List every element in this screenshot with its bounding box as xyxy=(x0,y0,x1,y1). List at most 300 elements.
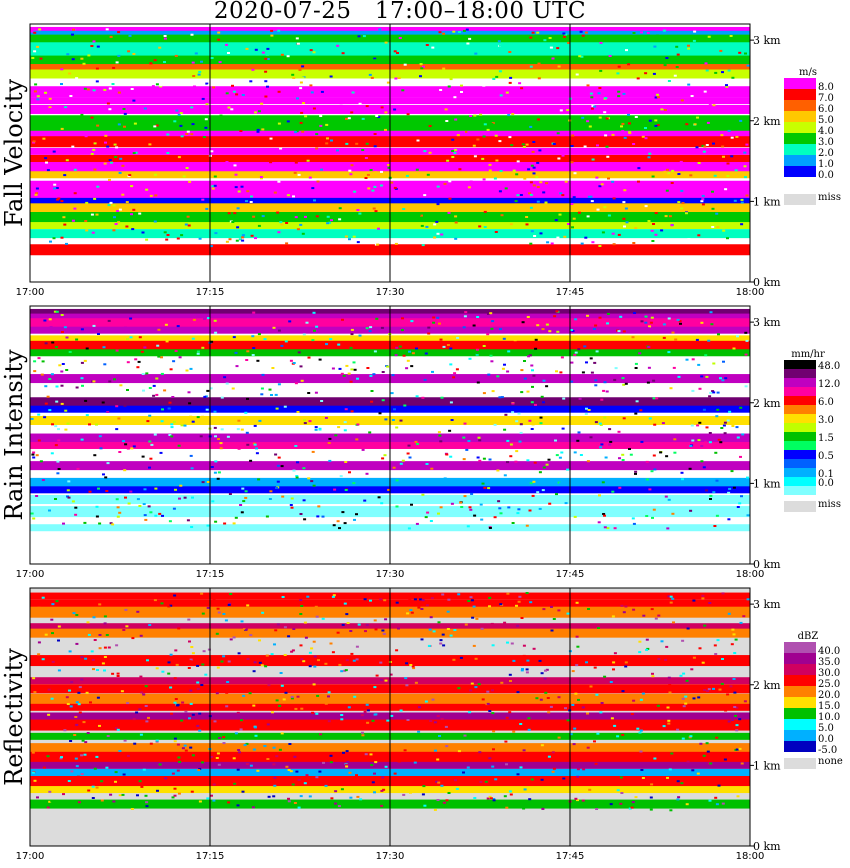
speckle-cell xyxy=(595,421,598,423)
speckle-cell xyxy=(527,316,530,318)
speckle-cell xyxy=(739,120,742,122)
speckle-cell xyxy=(114,156,117,158)
speckle-cell xyxy=(725,84,728,86)
speckle-cell xyxy=(473,145,476,147)
speckle-cell xyxy=(244,744,247,746)
speckle-cell xyxy=(655,397,658,399)
speckle-cell xyxy=(351,164,354,166)
speckle-cell xyxy=(34,90,37,92)
speckle-cell xyxy=(103,346,106,348)
speckle-cell xyxy=(178,498,181,500)
speckle-cell xyxy=(502,368,505,370)
speckle-cell xyxy=(422,793,425,795)
speckle-cell xyxy=(723,425,726,427)
speckle-cell xyxy=(520,369,523,371)
speckle-cell xyxy=(529,243,532,245)
speckle-cell xyxy=(506,642,509,644)
speckle-cell xyxy=(346,761,349,763)
speckle-cell xyxy=(207,607,210,609)
speckle-cell xyxy=(680,190,683,192)
speckle-cell xyxy=(439,89,442,91)
speckle-cell xyxy=(499,328,502,330)
speckle-cell xyxy=(443,346,446,348)
speckle-cell xyxy=(489,170,492,172)
speckle-cell xyxy=(672,621,675,623)
speckle-cell xyxy=(49,241,52,243)
speckle-cell xyxy=(83,522,86,524)
speckle-cell xyxy=(164,777,167,779)
speckle-cell xyxy=(458,31,461,33)
speckle-cell xyxy=(689,468,692,470)
speckle-cell xyxy=(602,231,605,233)
speckle-cell xyxy=(279,116,282,118)
speckle-cell xyxy=(437,595,440,597)
speckle-cell xyxy=(214,185,217,187)
speckle-cell xyxy=(604,526,607,528)
speckle-cell xyxy=(355,774,358,776)
speckle-cell xyxy=(33,32,36,34)
speckle-cell xyxy=(201,347,204,349)
speckle-cell xyxy=(192,754,195,756)
speckle-cell xyxy=(476,316,479,318)
speckle-cell xyxy=(721,146,724,148)
speckle-cell xyxy=(258,420,261,422)
speckle-cell xyxy=(266,86,269,88)
speckle-cell xyxy=(220,115,223,117)
speckle-cell xyxy=(169,402,172,404)
speckle-cell xyxy=(380,679,383,681)
speckle-cell xyxy=(358,35,361,37)
speckle-cell xyxy=(619,316,622,318)
speckle-cell xyxy=(166,134,169,136)
speckle-cell xyxy=(132,209,135,211)
speckle-cell xyxy=(89,701,92,703)
speckle-cell xyxy=(631,807,634,809)
speckle-cell xyxy=(122,440,125,442)
speckle-cell xyxy=(548,503,551,505)
speckle-cell xyxy=(73,208,76,210)
speckle-cell xyxy=(531,165,534,167)
speckle-cell xyxy=(222,613,225,615)
speckle-cell xyxy=(148,624,151,626)
speckle-cell xyxy=(416,443,419,445)
speckle-cell xyxy=(315,148,318,150)
speckle-cell xyxy=(433,66,436,68)
speckle-cell xyxy=(123,774,126,776)
speckle-cell xyxy=(188,641,191,643)
speckle-cell xyxy=(174,489,177,491)
speckle-cell xyxy=(275,200,278,202)
panel-ylabel: Reflectivity xyxy=(0,648,28,786)
speckle-cell xyxy=(254,237,257,239)
speckle-cell xyxy=(270,394,273,396)
speckle-cell xyxy=(328,460,331,462)
speckle-cell xyxy=(264,80,267,82)
speckle-cell xyxy=(737,795,740,797)
speckle-cell xyxy=(499,190,502,192)
speckle-cell xyxy=(478,437,481,439)
speckle-cell xyxy=(241,620,244,622)
speckle-cell xyxy=(402,460,405,462)
y-tick-label: 3 km xyxy=(753,34,781,48)
speckle-cell xyxy=(533,648,536,650)
speckle-cell xyxy=(148,143,151,145)
speckle-cell xyxy=(712,391,715,393)
speckle-cell xyxy=(574,516,577,518)
speckle-cell xyxy=(214,332,217,334)
speckle-cell xyxy=(169,520,172,522)
speckle-cell xyxy=(221,428,224,430)
speckle-cell xyxy=(87,88,90,90)
speckle-cell xyxy=(218,737,221,739)
speckle-cell xyxy=(537,118,540,120)
speckle-cell xyxy=(364,598,367,600)
speckle-cell xyxy=(516,512,519,514)
speckle-cell xyxy=(207,525,210,527)
speckle-cell xyxy=(460,91,463,93)
speckle-cell xyxy=(170,713,173,715)
speckle-cell xyxy=(593,635,596,637)
speckle-cell xyxy=(185,750,188,752)
speckle-cell xyxy=(183,175,186,177)
speckle-cell xyxy=(739,748,742,750)
speckle-cell xyxy=(439,31,442,33)
speckle-cell xyxy=(85,135,88,137)
speckle-cell xyxy=(346,659,349,661)
speckle-cell xyxy=(482,698,485,700)
speckle-cell xyxy=(131,637,134,639)
speckle-cell xyxy=(499,70,502,72)
speckle-cell xyxy=(56,472,59,474)
speckle-cell xyxy=(463,326,466,328)
speckle-cell xyxy=(172,360,175,362)
speckle-cell xyxy=(161,602,164,604)
speckle-cell xyxy=(326,137,329,139)
speckle-cell xyxy=(595,124,598,126)
speckle-cell xyxy=(111,673,114,675)
speckle-cell xyxy=(300,605,303,607)
speckle-cell xyxy=(84,360,87,362)
speckle-cell xyxy=(583,345,586,347)
speckle-cell xyxy=(715,213,718,215)
speckle-cell xyxy=(408,527,411,529)
speckle-cell xyxy=(297,43,300,45)
speckle-cell xyxy=(454,215,457,217)
speckle-cell xyxy=(36,46,39,48)
speckle-cell xyxy=(142,390,145,392)
speckle-cell xyxy=(594,40,597,42)
speckle-cell xyxy=(362,449,365,451)
speckle-cell xyxy=(218,471,221,473)
speckle-cell xyxy=(122,794,125,796)
speckle-cell xyxy=(669,768,672,770)
speckle-cell xyxy=(251,69,254,71)
speckle-cell xyxy=(287,194,290,196)
speckle-cell xyxy=(380,185,383,187)
speckle-cell xyxy=(146,659,149,661)
speckle-cell xyxy=(558,737,561,739)
speckle-cell xyxy=(697,234,700,236)
speckle-cell xyxy=(618,234,621,236)
speckle-cell xyxy=(720,427,723,429)
speckle-cell xyxy=(124,740,127,742)
speckle-cell xyxy=(454,779,457,781)
speckle-cell xyxy=(93,616,96,618)
speckle-cell xyxy=(540,422,543,424)
speckle-cell xyxy=(92,668,95,670)
speckle-cell xyxy=(181,424,184,426)
speckle-cell xyxy=(637,167,640,169)
speckle-cell xyxy=(744,53,747,55)
speckle-cell xyxy=(597,209,600,211)
speckle-cell xyxy=(654,234,657,236)
speckle-cell xyxy=(254,444,257,446)
speckle-cell xyxy=(131,228,134,230)
speckle-cell xyxy=(697,364,700,366)
speckle-cell xyxy=(304,782,307,784)
speckle-cell xyxy=(525,216,528,218)
speckle-cell xyxy=(56,600,59,602)
speckle-cell xyxy=(349,797,352,799)
speckle-cell xyxy=(300,112,303,114)
speckle-cell xyxy=(293,756,296,758)
speckle-cell xyxy=(550,606,553,608)
speckle-cell xyxy=(608,444,611,446)
legend-swatch xyxy=(784,100,816,111)
speckle-cell xyxy=(230,108,233,110)
speckle-cell xyxy=(606,527,609,529)
speckle-cell xyxy=(56,386,59,388)
speckle-cell xyxy=(598,245,601,247)
speckle-cell xyxy=(460,657,463,659)
speckle-cell xyxy=(387,82,390,84)
speckle-cell xyxy=(356,378,359,380)
speckle-cell xyxy=(373,686,376,688)
speckle-cell xyxy=(670,596,673,598)
speckle-cell xyxy=(736,335,739,337)
speckle-cell xyxy=(634,413,637,415)
speckle-cell xyxy=(724,188,727,190)
speckle-cell xyxy=(252,806,255,808)
speckle-cell xyxy=(536,32,539,34)
speckle-cell xyxy=(238,652,241,654)
speckle-cell xyxy=(571,145,574,147)
speckle-cell xyxy=(498,507,501,509)
speckle-cell xyxy=(66,159,69,161)
speckle-cell xyxy=(236,226,239,228)
speckle-cell xyxy=(296,461,299,463)
speckle-cell xyxy=(447,628,450,630)
speckle-cell xyxy=(445,745,448,747)
speckle-cell xyxy=(409,457,412,459)
speckle-cell xyxy=(154,488,157,490)
speckle-cell xyxy=(262,690,265,692)
speckle-cell xyxy=(292,195,295,197)
speckle-cell xyxy=(453,48,456,50)
speckle-cell xyxy=(701,315,704,317)
speckle-cell xyxy=(63,729,66,731)
speckle-cell xyxy=(673,367,676,369)
speckle-cell xyxy=(537,124,540,126)
speckle-cell xyxy=(604,134,607,136)
speckle-cell xyxy=(430,468,433,470)
speckle-cell xyxy=(391,392,394,394)
speckle-cell xyxy=(33,140,36,142)
speckle-cell xyxy=(205,118,208,120)
speckle-cell xyxy=(345,408,348,410)
speckle-cell xyxy=(703,755,706,757)
speckle-cell xyxy=(696,117,699,119)
speckle-cell xyxy=(705,376,708,378)
speckle-cell xyxy=(371,77,374,79)
speckle-cell xyxy=(407,453,410,455)
speckle-cell xyxy=(287,55,290,57)
speckle-cell xyxy=(374,133,377,135)
speckle-cell xyxy=(55,346,58,348)
speckle-cell xyxy=(700,445,703,447)
speckle-cell xyxy=(338,805,341,807)
speckle-cell xyxy=(86,692,89,694)
speckle-cell xyxy=(355,143,358,145)
speckle-cell xyxy=(709,800,712,802)
speckle-cell xyxy=(349,630,352,632)
speckle-cell xyxy=(133,152,136,154)
speckle-cell xyxy=(550,706,553,708)
speckle-cell xyxy=(538,77,541,79)
speckle-cell xyxy=(396,52,399,54)
speckle-cell xyxy=(449,348,452,350)
speckle-cell xyxy=(353,519,356,521)
speckle-cell xyxy=(119,794,122,796)
speckle-cell xyxy=(640,769,643,771)
speckle-cell xyxy=(414,762,417,764)
speckle-cell xyxy=(470,596,473,598)
speckle-cell xyxy=(96,516,99,518)
speckle-cell xyxy=(108,108,111,110)
speckle-cell xyxy=(74,514,77,516)
speckle-cell xyxy=(481,158,484,160)
legend-swatch xyxy=(784,708,816,719)
speckle-cell xyxy=(602,481,605,483)
speckle-cell xyxy=(364,630,367,632)
legend-label: 0.5 xyxy=(818,451,834,462)
speckle-cell xyxy=(72,58,75,60)
speckle-cell xyxy=(161,29,164,31)
speckle-cell xyxy=(618,330,621,332)
speckle-cell xyxy=(243,223,246,225)
speckle-cell xyxy=(198,71,201,73)
speckle-cell xyxy=(57,428,60,430)
speckle-cell xyxy=(228,212,231,214)
speckle-cell xyxy=(67,703,70,705)
speckle-cell xyxy=(648,488,651,490)
speckle-cell xyxy=(172,773,175,775)
speckle-cell xyxy=(573,743,576,745)
speckle-cell xyxy=(245,490,248,492)
speckle-cell xyxy=(260,393,263,395)
speckle-cell xyxy=(597,627,600,629)
speckle-cell xyxy=(712,491,715,493)
speckle-cell xyxy=(296,37,299,39)
speckle-cell xyxy=(582,800,585,802)
speckle-cell xyxy=(42,597,45,599)
speckle-cell xyxy=(241,240,244,242)
speckle-cell xyxy=(529,126,532,128)
speckle-cell xyxy=(740,622,743,624)
speckle-cell xyxy=(726,694,729,696)
speckle-cell xyxy=(548,330,551,332)
speckle-cell xyxy=(355,438,358,440)
speckle-cell xyxy=(620,605,623,607)
speckle-cell xyxy=(92,232,95,234)
speckle-cell xyxy=(644,72,647,74)
speckle-cell xyxy=(49,98,52,100)
speckle-cell xyxy=(666,169,669,171)
speckle-cell xyxy=(198,713,201,715)
speckle-cell xyxy=(382,371,385,373)
speckle-cell xyxy=(89,491,92,493)
speckle-cell xyxy=(530,66,533,68)
speckle-cell xyxy=(281,465,284,467)
speckle-cell xyxy=(111,523,114,525)
speckle-cell xyxy=(373,791,376,793)
speckle-cell xyxy=(668,684,671,686)
speckle-cell xyxy=(246,432,249,434)
speckle-cell xyxy=(80,114,83,116)
speckle-cell xyxy=(91,43,94,45)
speckle-cell xyxy=(451,139,454,141)
speckle-cell xyxy=(144,519,147,521)
speckle-cell xyxy=(491,766,494,768)
speckle-cell xyxy=(277,465,280,467)
speckle-cell xyxy=(697,696,700,698)
speckle-cell xyxy=(97,333,100,335)
speckle-cell xyxy=(38,607,41,609)
speckle-cell xyxy=(256,452,259,454)
speckle-cell xyxy=(56,199,59,201)
legend-swatch xyxy=(784,89,816,100)
speckle-cell xyxy=(32,677,35,679)
speckle-cell xyxy=(486,691,489,693)
speckle-cell xyxy=(590,357,593,359)
speckle-cell xyxy=(661,640,664,642)
speckle-cell xyxy=(117,506,120,508)
speckle-cell xyxy=(588,409,591,411)
speckle-cell xyxy=(520,432,523,434)
speckle-cell xyxy=(539,660,542,662)
speckle-cell xyxy=(51,603,54,605)
speckle-cell xyxy=(366,722,369,724)
speckle-cell xyxy=(375,210,378,212)
speckle-cell xyxy=(735,729,738,731)
speckle-cell xyxy=(498,40,501,42)
speckle-cell xyxy=(542,191,545,193)
speckle-cell xyxy=(96,125,99,127)
speckle-cell xyxy=(694,123,697,125)
speckle-cell xyxy=(490,328,493,330)
speckle-cell xyxy=(467,600,470,602)
speckle-cell xyxy=(495,76,498,78)
legend-swatch xyxy=(784,675,816,686)
speckle-cell xyxy=(214,232,217,234)
speckle-cell xyxy=(498,140,501,142)
speckle-cell xyxy=(115,644,118,646)
speckle-cell xyxy=(485,781,488,783)
speckle-cell xyxy=(536,491,539,493)
speckle-cell xyxy=(366,473,369,475)
speckle-cell xyxy=(523,655,526,657)
speckle-cell xyxy=(742,615,745,617)
